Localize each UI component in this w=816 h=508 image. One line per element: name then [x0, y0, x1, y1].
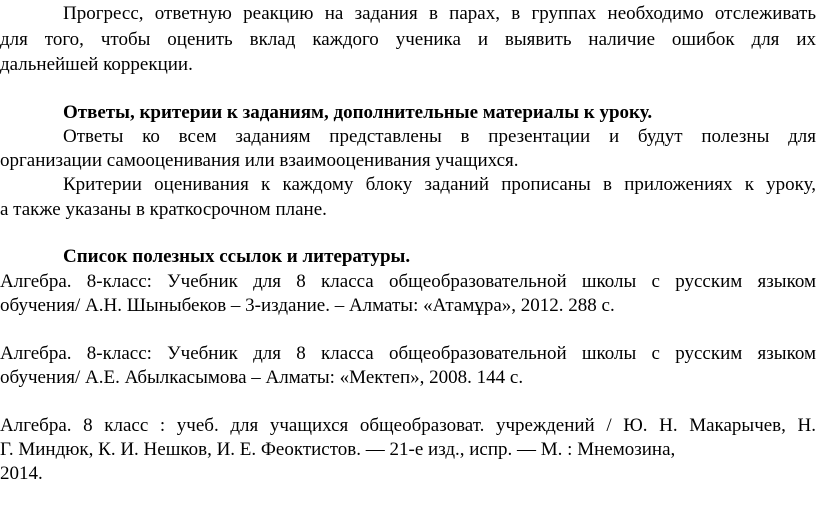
criteria-line-1: Критерии оценивания к каждому блоку заданий прописаны в приложениях к уроку,: [63, 174, 816, 195]
reference-3-line-1: Алгебра. 8 класс : учеб. для учащихся общеобразоват. учреждений / Ю. Н. Макарычев, Н.: [0, 415, 816, 436]
answers-line-1: Ответы ко всем заданиям представлены в презентации и будут полезны для: [63, 126, 816, 147]
answers-heading: Ответы, критерии к заданиям, дополнительные материалы к уроку.: [63, 102, 653, 123]
progress-line-3: дальнейшей коррекции.: [0, 54, 193, 75]
reference-3-line-3: 2014.: [0, 463, 43, 484]
reference-1-line-1: Алгебра. 8-класс: Учебник для 8 класса общеобразовательной школы с русским языком: [0, 271, 816, 292]
reference-3-line-2: Г. Миндюк, К. И. Нешков, И. Е. Феоктистов. — 21-е изд., испр. — М. : Мнемозина,: [0, 439, 676, 460]
answers-line-2: организации самооценивания или взаимооценивания учащихся.: [0, 150, 519, 171]
reference-1-line-2: обучения/ А.Н. Шыныбеков – 3-издание. – Алматы: «Атамұра», 2012. 288 с.: [0, 295, 615, 316]
progress-line-1: Прогресс, ответную реакцию на задания в парах, в группах необходимо отслеживать: [63, 3, 816, 24]
reference-2-line-2: обучения/ А.Е. Абылкасымова – Алматы: «Мектеп», 2008. 144 с.: [0, 367, 524, 388]
links-heading: Список полезных ссылок и литературы.: [63, 246, 411, 267]
criteria-line-2: а также указаны в краткосрочном плане.: [0, 199, 327, 220]
reference-2-line-1: Алгебра. 8-класс: Учебник для 8 класса общеобразовательной школы с русским языком: [0, 343, 816, 364]
progress-line-2: для того, чтобы оценить вклад каждого ученика и выявить наличие ошибок для их: [0, 29, 816, 50]
